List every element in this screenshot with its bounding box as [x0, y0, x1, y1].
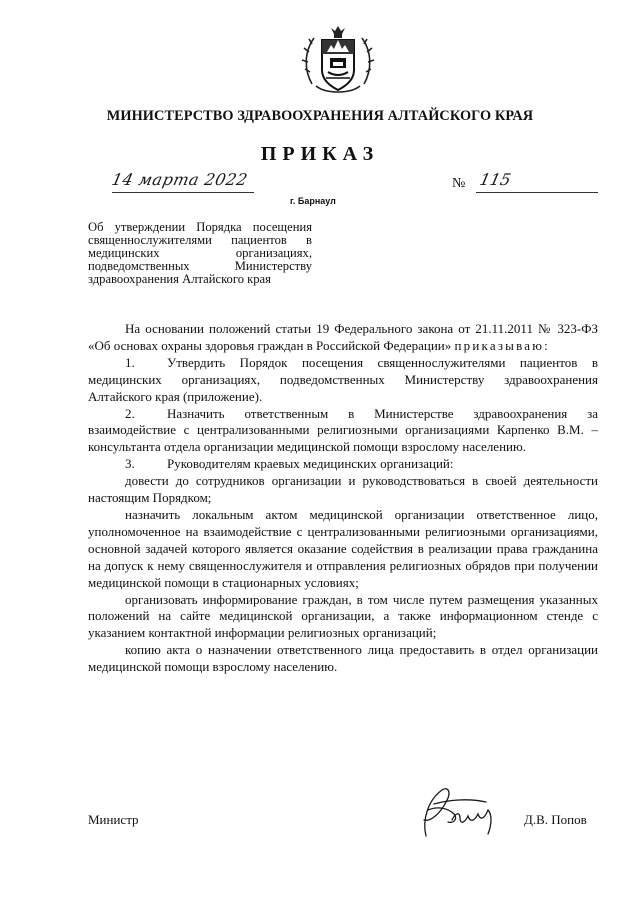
- subitem-4: копию акта о назначении ответственного лица предоставить в отдел организации медицинской помощи взрослому населению.: [88, 642, 598, 675]
- document-type: ПРИКАЗ: [260, 143, 380, 165]
- handwritten-signature-icon: [408, 780, 504, 842]
- subitem-3: организовать информирование граждан, в том числе путем размещения указанных положений на сайте медицинской организации, а также информационном стенде с указанием контактной информации религиозных организаций;: [88, 591, 598, 641]
- item-3-number: 3.: [125, 456, 135, 472]
- item-1: [88, 355, 598, 406]
- preamble: [88, 321, 598, 355]
- item-2-number: 2.: [125, 405, 135, 421]
- order-date: 14 марта 2022: [109, 170, 250, 189]
- item-1-number: 1.: [125, 354, 135, 370]
- preamble-text: На основании положений статьи 19 Федерального закона от 21.11.2011 № 323-ФЗ «Об основах охраны здоровья граждан в Российской Федерации»: [88, 321, 598, 353]
- date-underline: [112, 192, 254, 193]
- item-3-text: Руководителям краевых медицинских организаций:: [167, 456, 454, 472]
- city-label: г. Барнаул: [290, 196, 336, 206]
- ministry-name: МИНИСТЕРСТВО ЗДРАВООХРАНЕНИЯ АЛТАЙСКОГО КРАЯ: [106, 108, 534, 124]
- subitem-2: назначить локальным актом медицинской организации ответственное лицо, уполномоченное на взаимодействие с централизованными религиозными организациями, основной задачей которого является оказание содействия в реализации права гражданина на допуск к нему священнослужителя и отправления религиозных обрядов при получении медицинской помощи в стационарных условиях;: [88, 506, 598, 590]
- order-body: [88, 321, 598, 676]
- order-number: 115: [477, 170, 513, 189]
- item-2: [88, 406, 598, 457]
- order-number-label: №: [452, 176, 466, 191]
- item-3: [88, 456, 598, 473]
- order-subject: Об утверждении Порядка посещения священнослужителями пациентов в медицинских организациях, подведомственных Министерству здравоохранения Алтайского края: [88, 220, 312, 286]
- item-1-text: Утвердить Порядок посещения священнослужителями пациентов в медицинских организациях, подведомственных Министерству здравоохранения Алтайского края (приложение).: [88, 354, 598, 404]
- altai-coat-of-arms-icon: [298, 22, 378, 102]
- item-2-text: Назначить ответственным в Министерстве здравоохранения за взаимодействие с централизованными религиозными организациями Карпенко В.М. – консультанта отдела организации медицинской помощи взрослому населению.: [88, 405, 598, 455]
- number-underline: [476, 192, 598, 193]
- signer-position: Министр: [88, 812, 139, 827]
- signer-name: Д.В. Попов: [524, 812, 587, 827]
- decree-word: приказываю:: [454, 337, 550, 353]
- subitem-1: довести до сотрудников организации и руководствоваться в своей деятельности настоящим Порядком;: [88, 473, 598, 506]
